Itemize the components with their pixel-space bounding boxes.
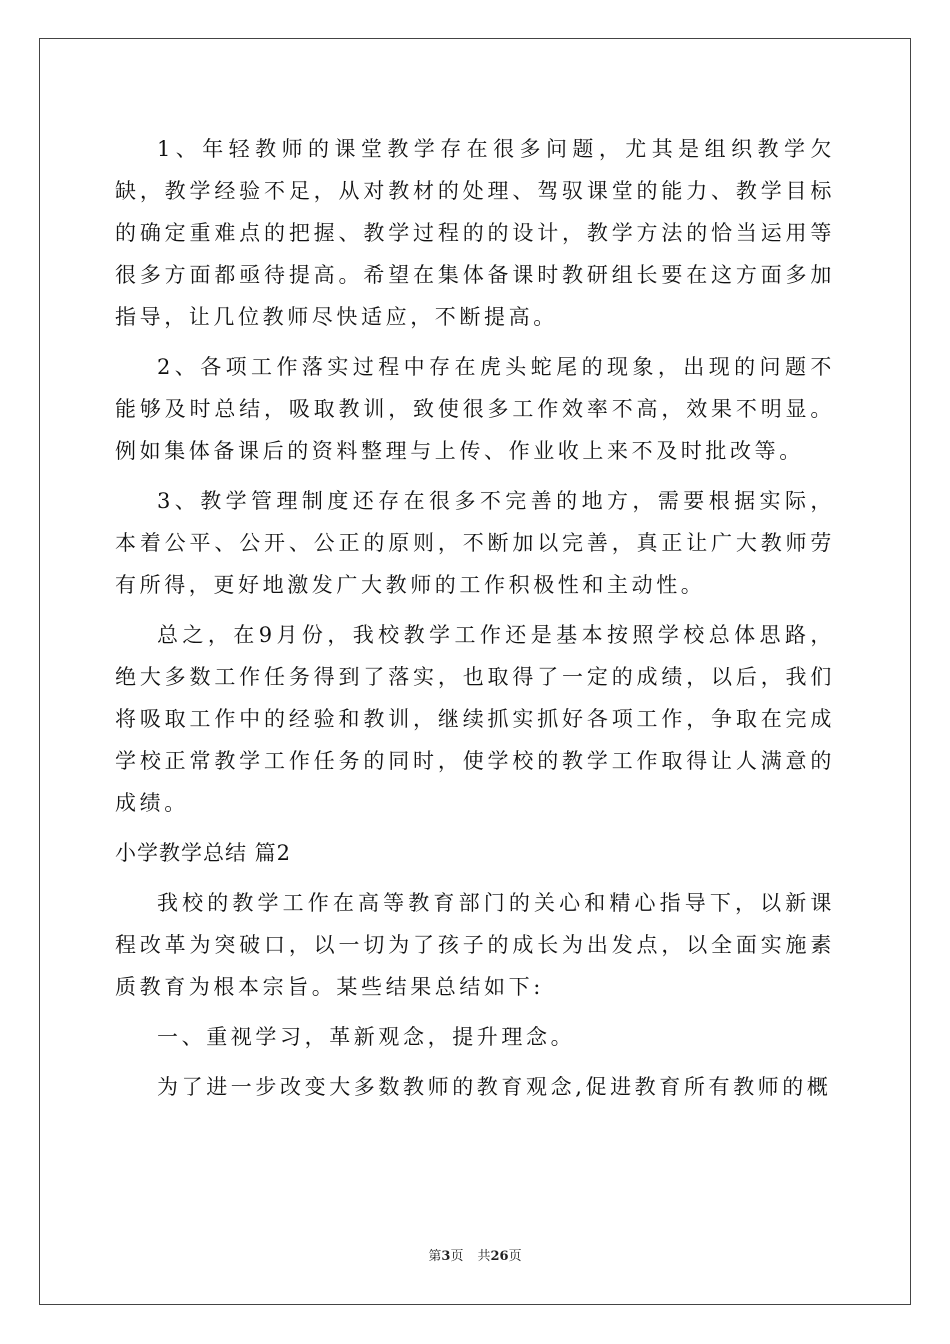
total-unit: 页 xyxy=(508,1249,522,1264)
paragraph-point-1: 一、重视学习，革新观念，提升理念。 xyxy=(157,1025,576,1049)
page-number: 3 xyxy=(441,1249,451,1264)
section-heading: 小学教学总结 篇2 xyxy=(115,841,292,865)
total-prefix: 共 xyxy=(477,1249,491,1264)
paragraph-issue-1: 1、年轻教师的课堂教学存在很多问题，尤其是组织教学欠缺，教学经验不足，从对教材的处理、驾驭课堂的能力、教学目标的确定重难点的把握、教学过程的的设计，教学方法的恰当运用等很多方面都亟待提高。希望在集体备课时教研组长要在这方面多加指导，让几位教师尽快适应，不断提高。 xyxy=(115,137,835,329)
paragraph-issue-3: 3、教学管理制度还存在很多不完善的地方，需要根据实际，本着公平、公开、公正的原则，不断加以完善，真正让广大教师劳有所得，更好地激发广大教师的工作积极性和主动性。 xyxy=(115,489,835,597)
paragraph-point-1-body: 为了进一步改变大多数教师的教育观念,促进教育所有教师的概 xyxy=(157,1075,832,1099)
page-prefix: 第 xyxy=(428,1249,442,1264)
paragraph-intro: 我校的教学工作在高等教育部门的关心和精心指导下，以新课程改革为突破口，以一切为了孩子的成长为出发点，以全面实施素质教育为根本宗旨。某些结果总结如下: xyxy=(115,891,835,999)
paragraph-conclusion: 总之，在9月份，我校教学工作还是基本按照学校总体思路，绝大多数工作任务得到了落实，也取得了一定的成绩，以后，我们将吸取工作中的经验和教训，继续抓实抓好各项工作，争取在完成学校正常教学工作任务的同时，使学校的教学工作取得让人满意的成绩。 xyxy=(115,623,835,815)
total-pages: 26 xyxy=(490,1249,509,1264)
page-unit: 页 xyxy=(450,1249,464,1264)
document-body xyxy=(115,128,835,1116)
page-footer xyxy=(0,1245,950,1264)
paragraph-issue-2: 2、各项工作落实过程中存在虎头蛇尾的现象，出现的问题不能够及时总结，吸取教训，致使很多工作效率不高，效果不明显。例如集体备课后的资料整理与上传、作业收上来不及时批改等。 xyxy=(115,355,835,463)
